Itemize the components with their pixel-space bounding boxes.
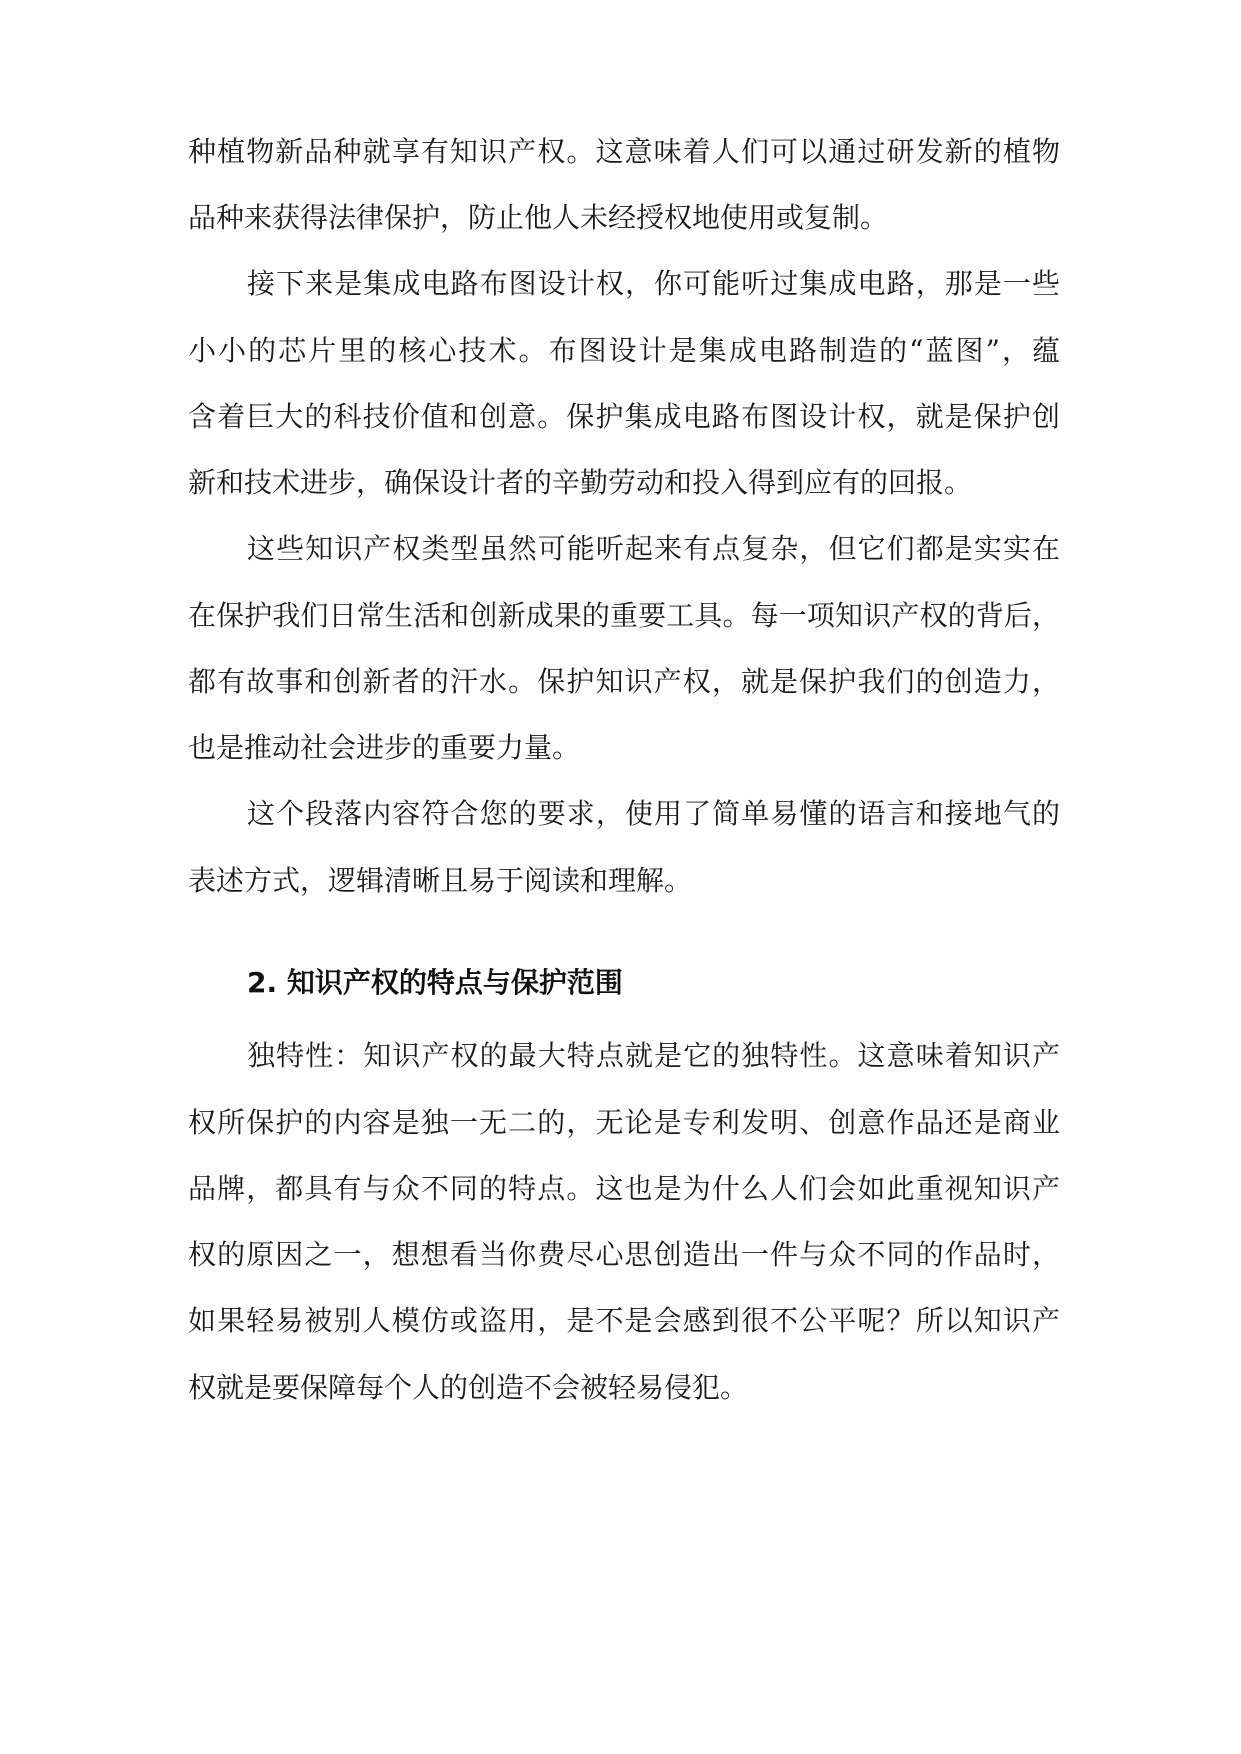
- paragraph-3-line-3: 都有故事和创新者的汗水。保护知识产权，就是保护我们的创造力，: [188, 665, 1060, 698]
- paragraph-3-line-4: 也是推动社会进步的重要力量。: [188, 731, 581, 764]
- paragraph-1-line-1: 种植物新品种就享有知识产权。这意味着人们可以通过研发新的植物: [188, 135, 1060, 168]
- section-paragraph-line-5: 如果轻易被别人模仿或盗用，是不是会感到很不公平呢？所以知识产: [188, 1304, 1060, 1337]
- paragraph-2-line-2: 小小的芯片里的核心技术。布图设计是集成电路制造的“蓝图”，蕴: [188, 334, 1060, 367]
- paragraph-1-line-2: 品种来获得法律保护，防止他人未经授权地使用或复制。: [188, 201, 889, 234]
- section-heading: 2. 知识产权的特点与保护范围: [247, 966, 623, 999]
- section-paragraph-line-6: 权就是要保障每个人的创造不会被轻易侵犯。: [188, 1371, 749, 1404]
- section-paragraph-line-2: 权所保护的内容是独一无二的，无论是专利发明、创意作品还是商业: [188, 1106, 1060, 1139]
- section-paragraph-line-4: 权的原因之一，想想看当你费尽心思创造出一件与众不同的作品时，: [188, 1238, 1060, 1271]
- section-paragraph-line-3: 品牌，都具有与众不同的特点。这也是为什么人们会如此重视知识产: [188, 1172, 1060, 1205]
- paragraph-2-line-1: 接下来是集成电路布图设计权，你可能听过集成电路，那是一些: [247, 267, 1060, 300]
- paragraph-4-line-2: 表述方式，逻辑清晰且易于阅读和理解。: [188, 864, 693, 897]
- paragraph-3-line-2: 在保护我们日常生活和创新成果的重要工具。每一项知识产权的背后，: [188, 599, 1060, 632]
- paragraph-2-line-4: 新和技术进步，确保设计者的辛勤劳动和投入得到应有的回报。: [188, 466, 973, 499]
- section-paragraph-line-1: 独特性：知识产权的最大特点就是它的独特性。这意味着知识产: [247, 1039, 1060, 1072]
- paragraph-2-line-3: 含着巨大的科技价值和创意。保护集成电路布图设计权，就是保护创: [188, 400, 1060, 433]
- paragraph-3-line-1: 这些知识产权类型虽然可能听起来有点复杂，但它们都是实实在: [247, 532, 1060, 565]
- paragraph-4-line-1: 这个段落内容符合您的要求，使用了简单易懂的语言和接地气的: [247, 797, 1060, 830]
